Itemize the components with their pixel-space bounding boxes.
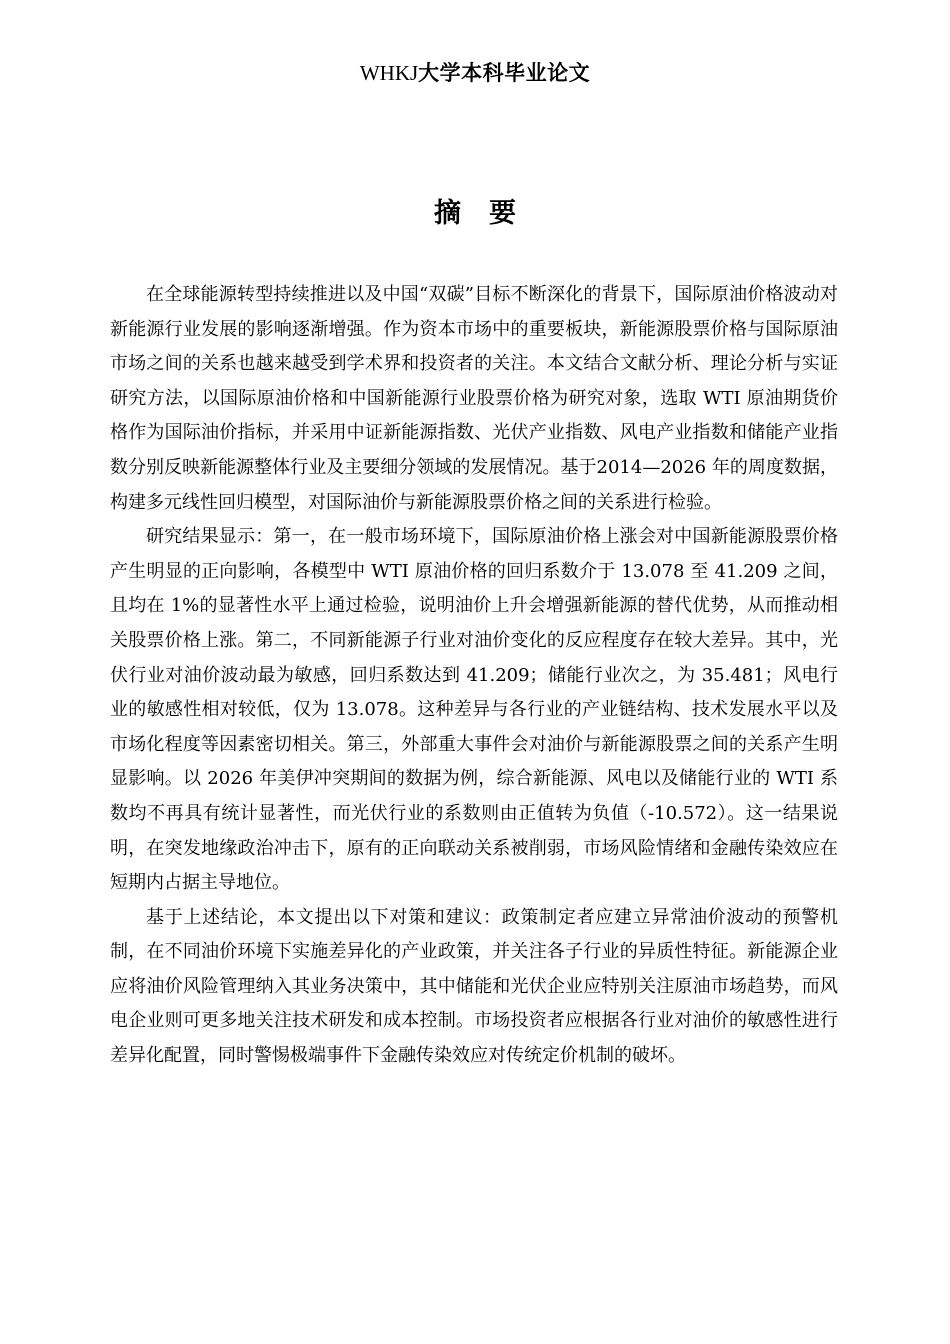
header-thesis-label: 大学本科毕业论文	[418, 60, 591, 85]
abstract-paragraph-recommendations: 基于上述结论，本文提出以下对策和建议：政策制定者应建立异常油价波动的预警机制，在不同油价环境下实施差异化的产业政策，并关注各子行业的异质性特征。新能源企业应将油价风险管理纳入其业务决策中，其中储能和光伏企业应特别关注原油市场趋势，而风电企业则可更多地关注技术研发和成本控制。市场投资者应根据各行业对油价的敏感性进行差异化配置，同时警惕极端事件下金融传染效应对传统定价机制的破坏。	[110, 906, 838, 1067]
header-institution-code: WHKJ	[359, 61, 419, 85]
page-header	[0, 58, 950, 88]
abstract-title: 摘要	[434, 198, 544, 229]
abstract-paragraph-results: 研究结果显示：第一，在一般市场环境下，国际原油价格上涨会对中国新能源股票价格产生明显的正向影响，各模型中 WTI 原油价格的回归系数介于 13.078 至 41.209 之间，且均在 1%的显著性水平上通过检验，说明油价上升会增强新能源的替代优势，从而推动相关股票价格上涨。第二，不同新能源子行业对油价变化的反应程度存在较大差异。其中，光伏行业对油价波动最为敏感，回归系数达到 41.209；储能行业次之，为 35.481；风电行业的敏感性相对较低，仅为 13.078。这种差异与各行业的产业链结构、技术发展水平以及市场化程度等因素密切相关。第三，外部重大事件会对油价与新能源股票之间的关系产生明显影响。以 2026 年美伊冲突期间的数据为例，综合新能源、风电以及储能行业的 WTI 系数均不再具有统计显著性，而光伏行业的系数则由正值转为负值（-10.572）。这一结果说明，在突发地缘政治冲击下，原有的正向联动关系被削弱，市场风险情绪和金融传染效应在短期内占据主导地位。	[110, 526, 838, 894]
abstract-paragraph-background: 在全球能源转型持续推进以及中国“双碳”目标不断深化的背景下，国际原油价格波动对新能源行业发展的影响逐渐增强。作为资本市场中的重要板块，新能源股票价格与国际原油市场之间的关系也越来越受到学术界和投资者的关注。本文结合文献分析、理论分析与实证研究方法，以国际原油价格和中国新能源行业股票价格为研究对象，选取 WTI 原油期货价格作为国际油价指标，并采用中证新能源指数、光伏产业指数、风电产业指数和储能产业指数分别反映新能源整体行业及主要细分领域的发展情况。基于2014—2026 年的周度数据，构建多元线性回归模型，对国际油价与新能源股票价格之间的关系进行检验。	[110, 284, 838, 513]
abstract-body	[110, 278, 838, 1074]
